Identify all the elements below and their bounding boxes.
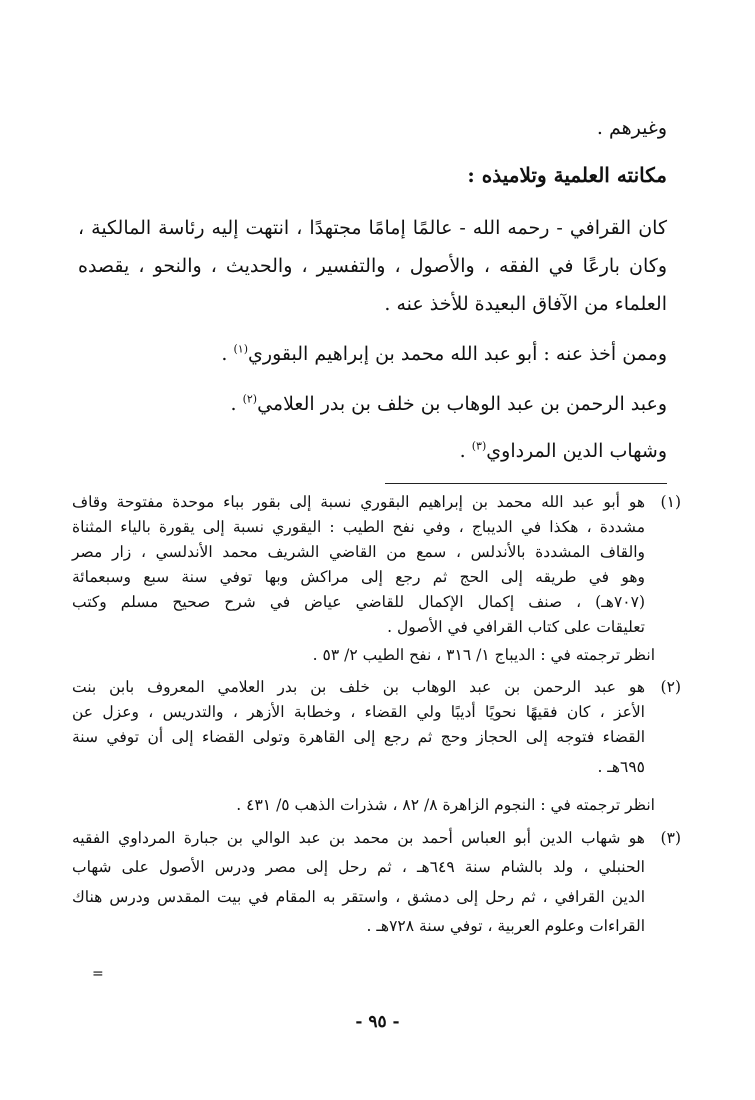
page-number: - ٩٥ - [355,1012,400,1032]
margin-mark: = [92,966,104,982]
section-heading: مكانته العلمية وتلاميذه : [467,163,667,187]
footnote-number: (٢) [660,678,681,696]
footnote-ref: (٣) [471,439,487,453]
body-line-continuation: وغيرهم . [596,117,667,139]
footnote-line: مشددة ، هكذا في الديباج ، وفي نفح الطيب : اليقوري نسبة إلى يقورة بالياء المثناة [72,518,645,536]
footnote-ref: (٢) [242,392,258,406]
footnote-ref: (١) [233,342,249,356]
student-line [78,436,667,466]
footnote-line: هو شهاب الدين أبو العباس أحمد بن محمد بن عبد الوالي بن جبارة المرداوي الفقيه [72,829,645,847]
student-text: وممن أخذ عنه : أبو عبد الله محمد بن إبراهيم البقوري [248,343,667,365]
footnote-source: انظر ترجمته في : النجوم الزاهرة ٨/ ٨٢ ، شذرات الذهب ٥/ ٤٣١ . [236,796,655,814]
student-end: . [230,393,243,415]
footnote-number: (١) [660,493,681,511]
footnote-line: الحنبلي ، ولد بالشام سنة ٦٤٩هـ ، ثم رحل إلى مصر ودرس الأصول على شهاب [72,858,645,876]
student-end: . [221,343,234,365]
student-line [78,339,667,369]
student-line [78,389,667,419]
footnote-separator [385,483,667,484]
footnote-line: القضاء فتوجه إلى الحجاز وحج ثم رجع إلى القاهرة وتولى القضاء إلى أن توفي سنة [72,728,645,746]
body-line: وكان بارعًا في الفقه ، والأصول ، والتفسير ، والحديث ، والنحو ، يقصده [78,255,667,277]
footnote-line: وهو في طريقه إلى الحج ثم رجع إلى مراكش وبها توفي سنة سبع وسبعمائة [72,568,645,586]
student-text: وشهاب الدين المرداوي [486,440,667,462]
footnote-line: هو أبو عبد الله محمد بن إبراهيم البقوري نسبة إلى بقور بباء موحدة مفتوحة وقاف [72,493,645,511]
body-line: العلماء من الآفاق البعيدة للأخذ عنه . [384,293,667,315]
student-end: . [459,440,472,462]
body-line: كان القرافي - رحمه الله - عالمًا إمامًا مجتهدًا ، انتهت إليه رئاسة المالكية ، [78,217,667,239]
footnote-line: تعليقات على كتاب القرافي في الأصول . [387,618,645,636]
footnote-line: هو عبد الرحمن بن عبد الوهاب بن خلف بن بدر العلامي المعروف بابن بنت [72,678,645,696]
footnote-line: ٦٩٥هـ . [597,758,645,776]
footnote-number: (٣) [660,829,681,847]
student-text: وعبد الرحمن بن عبد الوهاب بن خلف بن بدر العلامي [257,393,667,415]
footnote-line: (٧٠٧هـ) ، صنف إكمال الإكمال للقاضي عياض في شرح صحيح مسلم وكتب [72,593,645,611]
footnote-line: الأعز ، كان فقيهًا نحويًا أديبًا ولي القضاء ، وخطابة الأزهر ، والتدريس ، وعزل عن [72,703,645,721]
footnote-line: والقاف المشددة بالأندلس ، سمع من القاضي الشريف محمد الأندلسي ، زار مصر [72,543,645,561]
footnote-source: انظر ترجمته في : الديباج ١/ ٣١٦ ، نفح الطيب ٢/ ٥٣ . [312,646,655,664]
footnote-line: القراءات وعلوم العربية ، توفي سنة ٧٢٨هـ . [366,917,645,935]
footnote-line: الدين القرافي ، ثم رحل إلى دمشق ، واستقر به المقام في بيت المقدس ودرس هناك [72,888,645,906]
